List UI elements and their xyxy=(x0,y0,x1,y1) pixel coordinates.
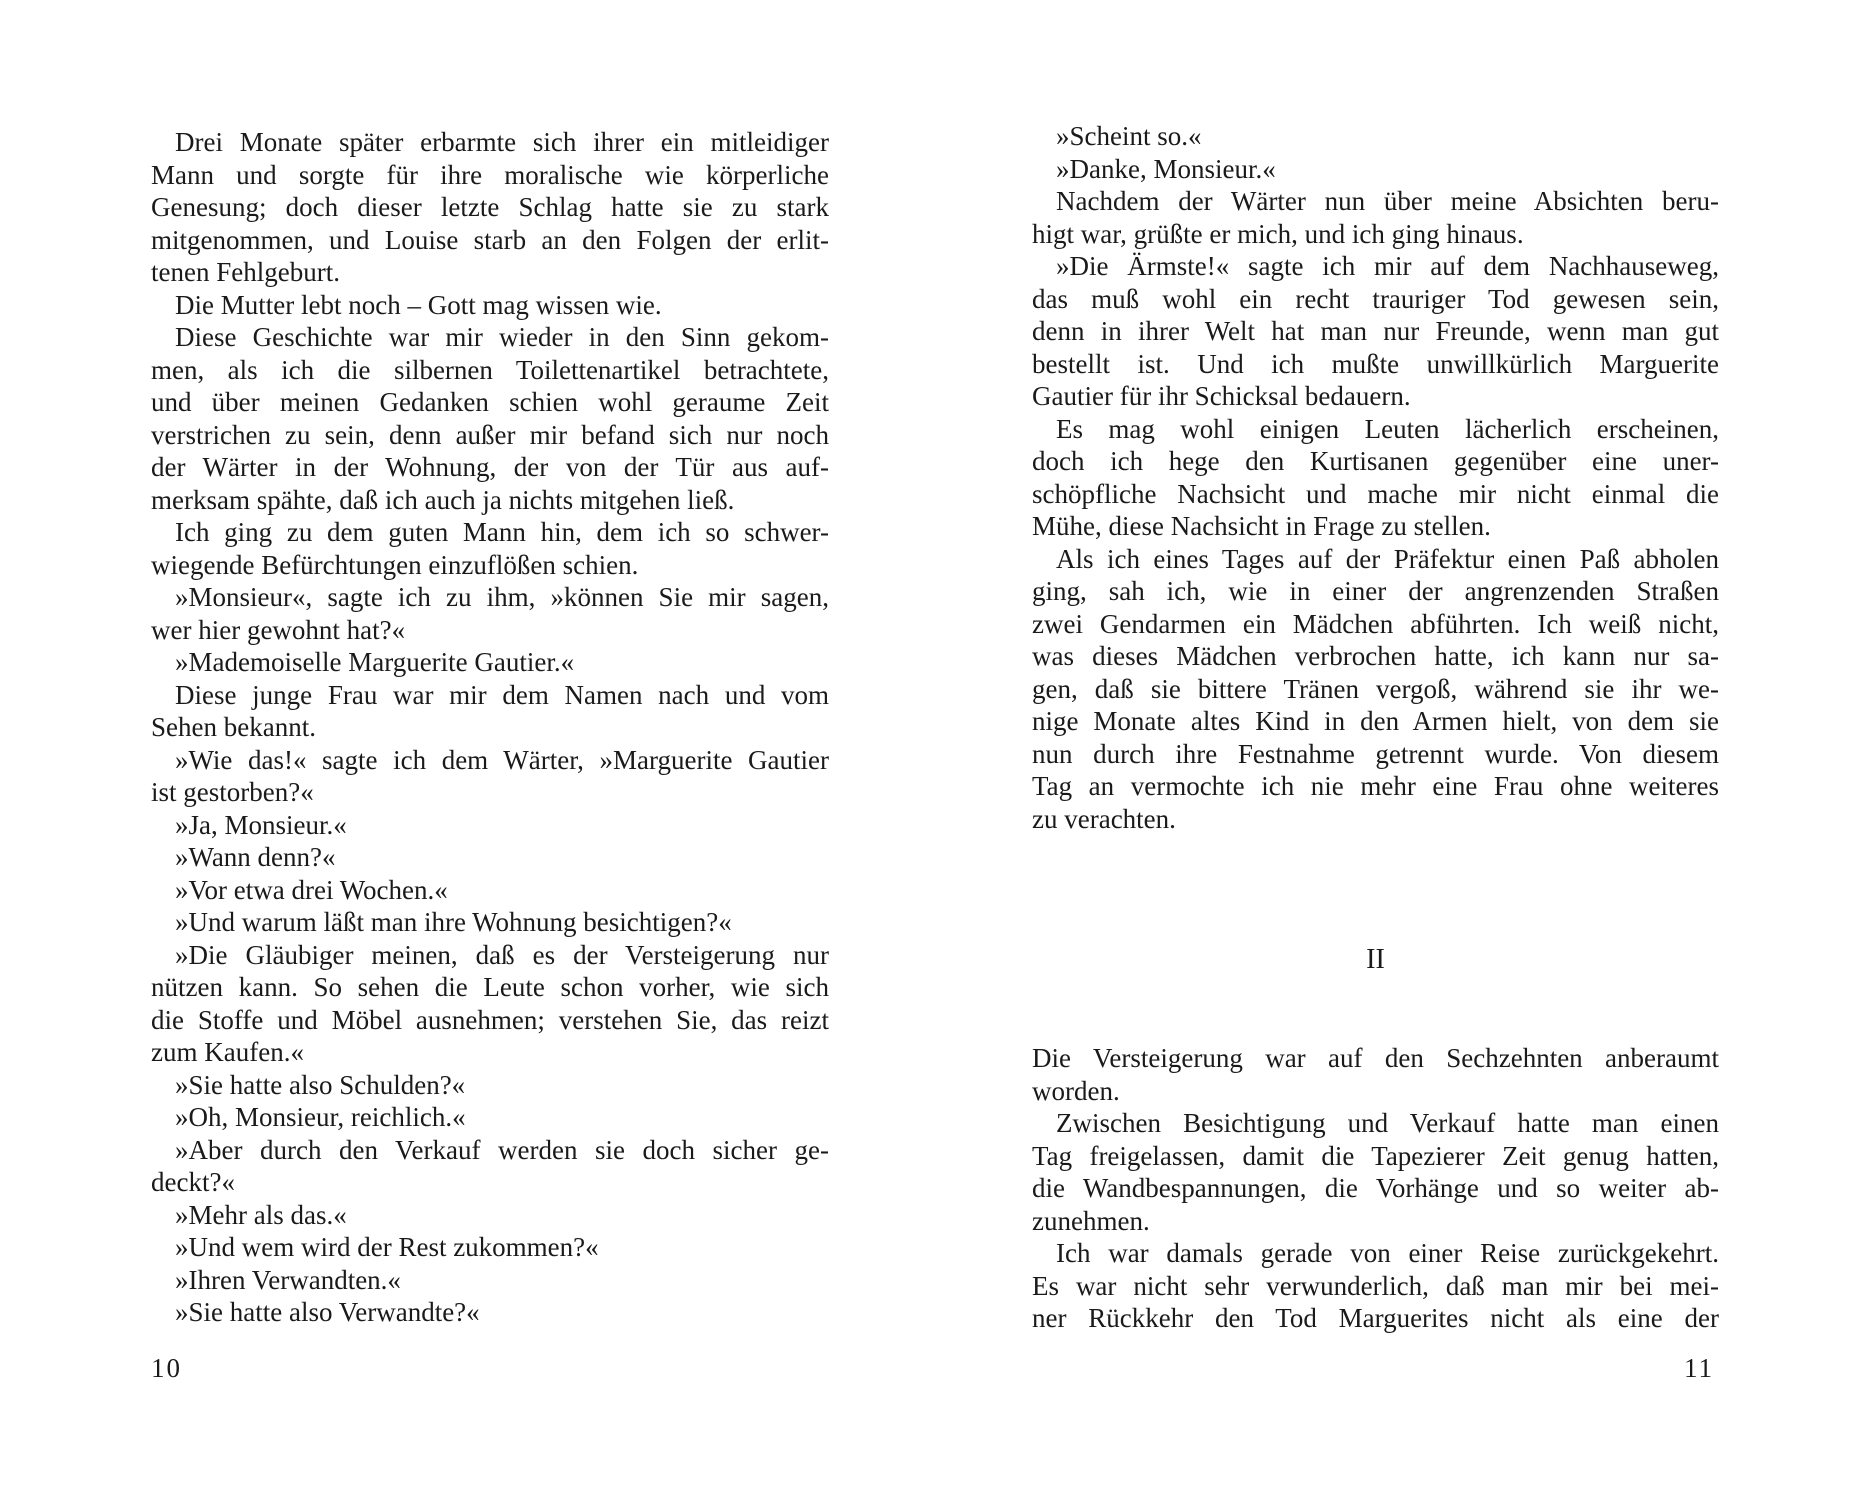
text-line: »Die Ärmste!« sagte ich mir auf dem Nachhauseweg, xyxy=(1056,251,1719,281)
text-line: »Danke, Monsieur.« xyxy=(1056,153,1276,184)
text-line: mitgenommen, und Louise starb an den Folgen der erlit- xyxy=(151,224,829,255)
text-line: wer hier gewohnt hat?« xyxy=(151,614,406,645)
right-page-text xyxy=(1032,120,1719,835)
text-line: »Und warum läßt man ihre Wohnung besichtigen?« xyxy=(175,907,732,937)
text-line: was dieses Mädchen verbrochen hatte, ich kann nur sa- xyxy=(1032,641,1719,671)
text-line: Sehen bekannt. xyxy=(151,712,316,742)
text-line: »Ja, Monsieur.« xyxy=(175,809,347,840)
text-line: nige Monate altes Kind in den Armen hielt, von dem sie xyxy=(1032,706,1719,736)
text-line: zwei Gendarmen ein Mädchen abführten. Ich weiß nicht, xyxy=(1032,608,1719,639)
text-line: gen, daß sie bittere Tränen vergoß, während sie ihr we- xyxy=(1032,673,1719,704)
text-line: doch ich hege den Kurtisanen gegenüber eine uner- xyxy=(1032,446,1719,476)
left-page-text xyxy=(151,126,829,1329)
text-line: Drei Monate später erbarmte sich ihrer ein mitleidiger xyxy=(175,127,829,157)
text-line: Gautier für ihr Schicksal bedauern. xyxy=(1032,381,1411,411)
text-line: Genesung; doch dieser letzte Schlag hatte sie zu stark xyxy=(151,192,829,222)
text-line: merksam spähte, daß ich auch ja nichts mitgehen ließ. xyxy=(151,484,735,515)
text-line: Ich ging zu dem guten Mann hin, dem ich so schwer- xyxy=(175,517,829,547)
text-line: zunehmen. xyxy=(1032,1205,1150,1236)
text-line: Die Versteigerung war auf den Sechzehnten anberaumt xyxy=(1032,1043,1719,1073)
text-line: das muß wohl ein recht trauriger Tod gewesen sein, xyxy=(1032,283,1719,314)
text-line: Mühe, diese Nachsicht in Frage zu stellen. xyxy=(1032,511,1491,541)
text-line: schöpfliche Nachsicht und mache mir nicht einmal die xyxy=(1032,478,1719,509)
text-line: Mann und sorgte für ihre moralische wie körperliche xyxy=(151,159,829,190)
text-line: Diese Geschichte war mir wieder in den Sinn gekom- xyxy=(175,322,829,352)
text-line: Tag an vermochte ich nie mehr eine Frau ohne weiteres xyxy=(1032,771,1719,801)
text-line: Die Mutter lebt noch – Gott mag wissen wie. xyxy=(175,289,662,320)
page-number-left: 10 xyxy=(151,1353,182,1383)
text-line: Ich war damals gerade von einer Reise zurückgekehrt. xyxy=(1056,1238,1719,1268)
text-line: »Mademoiselle Marguerite Gautier.« xyxy=(175,647,575,677)
text-line: der Wärter in der Wohnung, der von der Tür aus auf- xyxy=(151,452,829,482)
text-line: die Stoffe und Möbel ausnehmen; verstehen Sie, das reizt xyxy=(151,1004,829,1035)
text-line: Es war nicht sehr verwunderlich, daß man mir bei mei- xyxy=(1032,1270,1719,1301)
text-line: »Wann denn?« xyxy=(175,842,336,872)
text-line: tenen Fehlgeburt. xyxy=(151,257,340,287)
text-line: ist gestorben?« xyxy=(151,777,314,807)
text-line: nützen kann. So sehen die Leute schon vorher, wie sich xyxy=(151,972,829,1002)
text-line: »Sie hatte also Verwandte?« xyxy=(175,1297,480,1327)
text-line: »Die Gläubiger meinen, daß es der Versteigerung nur xyxy=(175,939,829,970)
text-line: denn in ihrer Welt hat man nur Freunde, wenn man gut xyxy=(1032,316,1719,346)
text-line: higt war, grüßte er mich, und ich ging hinaus. xyxy=(1032,218,1524,249)
text-line: »Monsieur«, sagte ich zu ihm, »können Sie mir sagen, xyxy=(175,582,829,612)
text-line: Zwischen Besichtigung und Verkauf hatte man einen xyxy=(1056,1108,1719,1138)
page-number-right: 11 xyxy=(1684,1353,1714,1383)
text-line: »Und wem wird der Rest zukommen?« xyxy=(175,1232,599,1262)
text-line: Es mag wohl einigen Leuten lächerlich erscheinen, xyxy=(1056,413,1719,444)
text-line: »Sie hatte also Schulden?« xyxy=(175,1069,466,1100)
text-line: die Wandbespannungen, die Vorhänge und so weiter ab- xyxy=(1032,1173,1719,1203)
text-line: Nachdem der Wärter nun über meine Absichten beru- xyxy=(1056,186,1719,216)
text-line: »Aber durch den Verkauf werden sie doch sicher ge- xyxy=(175,1134,829,1165)
text-line: wiegende Befürchtungen einzuflößen schien. xyxy=(151,549,639,580)
text-line: deckt?« xyxy=(151,1167,235,1197)
text-line: »Ihren Verwandten.« xyxy=(175,1264,401,1295)
chapter-heading: II xyxy=(1366,944,1385,975)
right-page-text-continued xyxy=(1032,1042,1719,1335)
text-line: Als ich eines Tages auf der Präfektur einen Paß abholen xyxy=(1056,543,1719,574)
text-line: nun durch ihre Festnahme getrennt wurde. Von diesem xyxy=(1032,738,1719,769)
text-line: zum Kaufen.« xyxy=(151,1037,304,1067)
text-line: zu verachten. xyxy=(1032,803,1176,834)
text-line: bestellt ist. Und ich mußte unwillkürlich Marguerite xyxy=(1032,348,1719,379)
text-line: men, als ich die silbernen Toilettenartikel betrachtete, xyxy=(151,354,829,385)
text-line: ner Rückkehr den Tod Marguerites nicht als eine der xyxy=(1032,1303,1719,1333)
text-line: und über meinen Gedanken schien wohl geraume Zeit xyxy=(151,387,829,417)
text-line: »Oh, Monsieur, reichlich.« xyxy=(175,1102,466,1132)
text-line: worden. xyxy=(1032,1075,1120,1106)
text-line: »Vor etwa drei Wochen.« xyxy=(175,874,448,905)
text-line: »Wie das!« sagte ich dem Wärter, »Marguerite Gautier xyxy=(175,744,829,775)
text-line: »Scheint so.« xyxy=(1056,121,1202,151)
text-line: »Mehr als das.« xyxy=(175,1199,347,1230)
text-line: verstrichen zu sein, denn außer mir befand sich nur noch xyxy=(151,419,829,450)
text-line: Tag freigelassen, damit die Tapezierer Zeit genug hatten, xyxy=(1032,1140,1719,1171)
text-line: Diese junge Frau war mir dem Namen nach und vom xyxy=(175,679,829,710)
text-line: ging, sah ich, wie in einer der angrenzenden Straßen xyxy=(1032,576,1719,606)
